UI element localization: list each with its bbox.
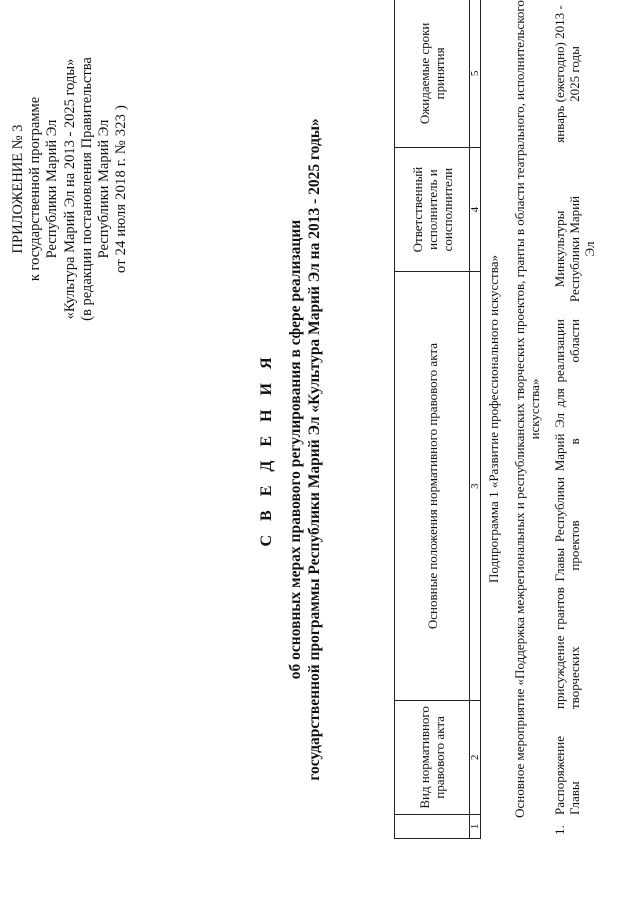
header-cell-provisions: Основные положения нормативного правового акта bbox=[395, 272, 470, 700]
column-number: 2 bbox=[470, 700, 481, 814]
measures-table bbox=[394, 0, 481, 839]
appendix-header bbox=[10, 39, 130, 339]
main-event-heading: Основное мероприятие «Поддержка межрегиональных и республиканских творческих проектов, гранты в области театрального, исполнительского искусства» bbox=[512, 0, 542, 818]
appendix-title: ПРИЛОЖЕНИЕ № 3 bbox=[10, 124, 26, 254]
document-title-block bbox=[258, 0, 324, 899]
row-act-type: Распоряжение Главы bbox=[552, 736, 582, 815]
document-subtitle bbox=[286, 0, 324, 899]
subtitle-line: об основных мерах правового регулирования в сфере реализации bbox=[287, 219, 304, 680]
appendix-line: Республики Марий Эл bbox=[44, 119, 61, 259]
table-header-row bbox=[395, 0, 470, 839]
appendix-line: к государственной программе bbox=[27, 96, 44, 282]
appendix-line: (в редакции постановления Правительства bbox=[78, 57, 95, 321]
row-number: 1. bbox=[552, 825, 567, 835]
column-number: 5 bbox=[470, 0, 481, 147]
header-cell-term: Ожидаемые сроки принятия bbox=[395, 0, 470, 147]
table-column-numbers-row bbox=[470, 0, 481, 839]
row-term: январь (ежегодно) 2013 - 2025 годы bbox=[552, 5, 582, 143]
header-cell-responsible: Ответственный исполнитель и соисполнители bbox=[395, 147, 470, 272]
row-provisions: присуждение грантов Главы Республики Марий Эл для реализации творческих проектов в области bbox=[552, 319, 582, 709]
subtitle-line: государственной программы Республики Марий Эл «Культура Марий Эл на 2013 - 2025 годы» bbox=[306, 118, 323, 781]
appendix-line: Республики Марий Эл bbox=[96, 119, 113, 259]
document-title: С В Е Д Е Н И Я bbox=[258, 352, 275, 547]
column-number: 3 bbox=[470, 272, 481, 700]
header-cell-act-type: Вид нормативного правового акта bbox=[395, 700, 470, 814]
appendix-date-line: от 24 июля 2018 г. № 323 ) bbox=[113, 105, 130, 273]
subprogram-heading: Подпрограмма 1 «Развитие профессионального искусства» bbox=[486, 255, 501, 583]
header-cell-number bbox=[395, 814, 470, 838]
column-number: 1 bbox=[470, 814, 481, 838]
column-number: 4 bbox=[470, 147, 481, 272]
appendix-program-name: «Культура Марий Эл на 2013 - 2025 годы» bbox=[61, 58, 78, 320]
row-responsible: Минкультуры Республики Марий Эл bbox=[552, 195, 597, 303]
